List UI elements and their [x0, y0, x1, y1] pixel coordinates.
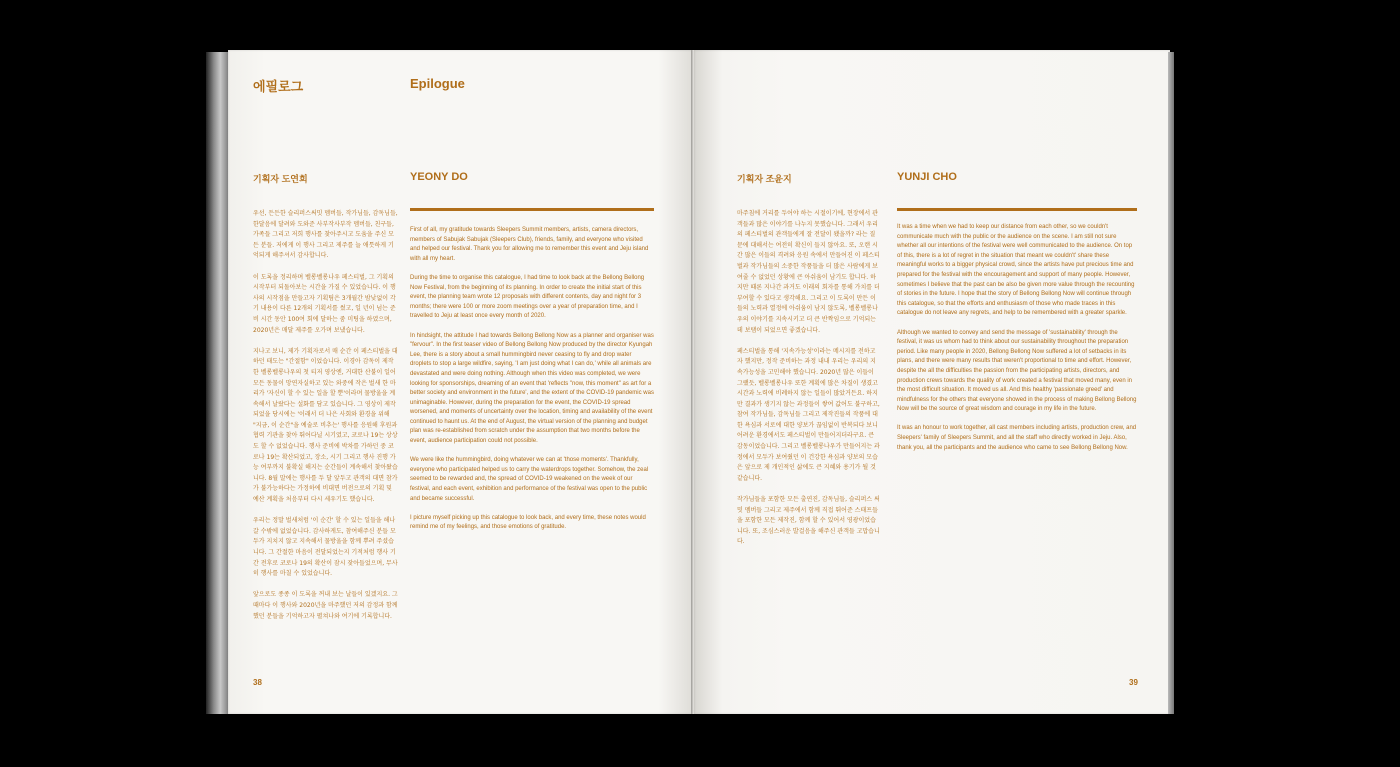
body-text-english	[897, 223, 1138, 463]
paragraph: 이 도록을 정리하며 벨롱벨롱나우 페스티벌, 그 기획의 시작부터 되돌아보는 시간을 가질 수 있었습니다. 이 행사의 시작점을 만들고자 기획팀은 3개월간 밤낮없이 각기 내용이 다른 12개의 기획서를 썼고, 일 년이 넘는 준비 시간 동안 100여 회에 달하는 줌 미팅을 하였으며, 2020년은 매달 제주를 오가며 보냈습니다.	[253, 273, 396, 334]
open-book	[206, 50, 1174, 717]
paragraph: 페스티벌을 통해 '지속가능성'이라는 메시지를 전하고자 했지만, 정작 준비하는 과정 내내 우리는 우리의 지속가능성을 고민해야 했습니다. 2020년 많은 이들이 그랬듯, 벨롱벨롱나우 또한 계획에 많은 차질이 생겼고 시간과 노력에 비례하지 않는 일들이 많았거든요. 하지만 결과가 생기지 않는 과정들이 쌓여 값어도 불구하고, 참여 작가님들, 감독님들 그리고 제작진들의 작품에 대한 욕심과 서로에 대한 양보가 끊임없이 반복되다 보니 어려운 환경에서도 페스티벌이 만들어지더라구요. 큰 감동이었습니다. 그리고 벨롱벨롱나우가 만들어지는 과정에서 모두가 보여줬던 이 건강한 욕심과 양보의 모습은 앞으로 제 개인적인 삶에도 큰 지혜와 용기가 될 것 같습니다.	[737, 347, 880, 482]
author-name-english: YUNJI CHO	[897, 171, 957, 183]
page-stack-edge	[1168, 52, 1174, 714]
paragraph: During the time to organise this catalogue, I had time to look back at the Bellong Bellong Now Festival, from the beginning of its planning. In order to create the initial start of this event, the planning team wrote 12 proposals with different contents, day and night for 3 months; there were 100 or more zoom meetings over a year of preparation time, and I travelled to Jeju at least once every month of 2020.	[410, 274, 645, 320]
paragraph: First of all, my gratitude towards Sleepers Summit members, artists, camera directors, members of Sabujak Sabujak (Sleepers Club), friends, family, and everyone who visited and helped our festival. Thank you for allowing me to remember this event and Jeju island with all my heart.	[410, 227, 649, 262]
page-number: 39	[1129, 678, 1138, 687]
left-page	[228, 50, 696, 714]
paragraph: I picture myself picking up this catalogue to look back, and every time, these notes would remind me of my feelings, and those emotions of gratitude.	[410, 514, 646, 531]
paragraph: 우선, 든든한 슬리퍼스써밋 멤버들, 작가님들, 감독님들, 한달음에 달려와 도와준 사부작사부작 멤버들, 친구들, 가족들 그리고 저희 행사를 찾아주시고 도움을 주신 모든 분들. 저에게 이 행사 그리고 제주를 늘 애틋하게 기억되게 해주셔서 감사합니다.	[253, 210, 398, 260]
accent-rule	[410, 208, 654, 211]
paragraph: 마주침에 거리를 두어야 하는 시절이기에, 현장에서 관객들과 많은 이야기를 나누지 못했습니다. 그래서 우리의 페스티벌의 관객들에게 잘 전달이 됐을까? 라는 질문에 대해서는 여전히 확신이 들지 않아요. 또, 오랜 시간 많은 이들의 격려와 응원 속에서 만들어진 이 페스티벌과 작가님들의 소중한 작품들을 더 많은 사람에게 보여줄 수 없었던 상황에 큰 아쉬움이 남기도 합니다. 하지만 때론 지나간 과거도 이래의 회자를 통해 가치를 더 부여할 수 있다고 생각해요. 그리고 이 도록이 만든 이들의 노력과 열정에 아쉬움이 남지 않도록, 벨롱벨롱나우의 이야기를 지속시키고 더 큰 반짝임으로 기억되는 데 보탬이 되었으면 좋겠습니다.	[737, 210, 880, 334]
paragraph: 우리는 정말 벌새처럼 '이 순간' 할 수 있는 일들을 해나갈 수밖에 없었습니다. 감사하게도, 참여해주신 분들 모두가 지치지 않고 지속해서 물방울을 함께 뿌려 주셨습니다. 그 간절한 마음이 전달되었는지 기적처럼 행사 기간 전후로 코로나 19의 확산이 잠시 잦아들었으며, 무사히 행사를 마칠 수 있었습니다.	[253, 517, 398, 578]
paragraph: It was a time when we had to keep our distance from each other, so we couldn't communicate much with the public or the audience on the scene. I am still not sure whether all our intentions of the festival were well communicated to the audience. On top of this, there is a lot of regret in the situation that meant we couldn't' share these meaningful works to a bigger physical crowd, since the artists have put precious time and prepared for the festival with the encouragement and support of many people. However, sometimes I believe that the past can be also be given more value through the recounting of stories in the future. I hope that the story of Bellong Bellong Now will continue through this catalogue, so that the efforts and enthusiasm of those who made traces in this catalogue do not leave any regrets, and help to be remembered with a greater sparkle.	[897, 224, 1135, 317]
paragraph: We were like the hummingbird, doing whatever we can at 'those moments'. Thankfully, everyone who participated helped us to carry the waterdrops together. Somehow, the zeal seemed to be rewarded and, the spread of COVID-19 weakened on the week of our festival, and each event, exhibition and performance of the festival was open to the public and became successful.	[410, 457, 649, 502]
page-number: 38	[253, 678, 262, 687]
body-text-korean	[253, 209, 398, 633]
author-name-english: YEONY DO	[410, 171, 468, 183]
right-page	[694, 50, 1170, 714]
accent-rule	[897, 208, 1137, 211]
paragraph: 작가님들을 포함한 모든 출연진, 감독님들, 슬리퍼스 써밋 멤버들 그리고 제주에서 함께 직접 뛰어준 스태프들을 포함한 모든 제작진, 함께 할 수 있어서 영광이었습니다. 또, 조심스러운 발걸음을 해주신 관객들 고맙습니다.	[737, 496, 880, 546]
paragraph: It was an honour to work together, all cast members including artists, production crew, and Sleepers' family of Sleepers Summit, and all the staff who directly worked in Jeju. Also, thank you, all the participants and the audience who came to see Bellong Bellong Now.	[897, 425, 1137, 451]
paragraph: 앞으로도 종종 이 도록을 꺼내 보는 날들이 있겠지요. 그때마다 이 행사와 2020년을 마주했던 저의 감정과 함께했던 분들을 기억하고자 펼쳐나와 여기에 기록합니다.	[253, 591, 398, 620]
section-title-english: Epilogue	[410, 76, 465, 91]
paragraph: 지나고 보니, 제가 기획자로서 매 순간 이 페스티벌을 대하던 태도는 "간절함" 이었습니다. 이경아 감독이 제작한 벨롱벨롱나우의 첫 티저 영상엔, 거대한 산불이 일어 모든 동물이 망연자실하고 있는 와중에 작은 벌새 한 마리가 '자신이 할 수 있는 일을 할 뿐'이라며 물방울을 계속해서 날랐다는 설화를 담고 있습니다. 그 영상이 제작되었을 당시에는 '이래서 더 나은 사회와 환경을 위해 "지금, 이 순간"을 예술로 비추는' 행사를 응원해 후원과 협력 기관을 찾아 뛰어다닐 시기였고, 코로나 19는 상상도 할 수 없었습니다. 행사 준비에 박차를 가하던 중 코로나 19는 확산되었고, 장소, 시기 그리고 행사 진행 가능 여부까지 불확실 해지는 순간들이 계속해서 찾아왔습니다. 8월 말에는 행사를 두 달 앞두고 관객의 대면 참가가 불가능하다는 가정하에 비대면 버전으로의 기획 및 예산 계획을 처음부터 다시 세우기도 했습니다.	[253, 347, 398, 504]
author-name-korean: 기획자 도연희	[253, 174, 308, 184]
section-title-korean: 에필로그	[253, 79, 304, 94]
paragraph: Although we wanted to convey and send the message of 'sustainability' through the festival, it was us whom had to think about our sustainability throughout the preparation period. Like many people in 2020, Bellong Bellong Now suffered a lot of setbacks in its plans, and there were many results that weren't proportional to time and effort. However, despite the all the difficulties the passion from the participating artists, directors, and production crews towards the quality of work created a festival that moved many, even in the most difficult situation. It moved us all. And this healthy 'passionate greed' and mindfulness for the others that everyone showed in the process of making Bellong Bellong Now will be the source of great wisdom and courage in my life in the future.	[897, 329, 1137, 413]
body-text-english	[410, 226, 654, 543]
author-name-korean: 기획자 조윤지	[737, 174, 792, 184]
paragraph: In hindsight, the attitude I had towards Bellong Bellong Now as a planner and organiser was "fervour". In the first teaser video of Bellong Bellong Now produced by the director Kyungah Lee, there is a story about a small hummingbird never ceasing to fly and drop water droplets to stop a large wildfire, saying, 'I am just doing what I can do,' while all animals are devastated and were doing nothing. Although when this video was completed, we were looking for sponsorships, dreaming of an event that 'reflects "now, this moment" as art for a better society and environment in the future', and the extent of the COVID-19 pandemic was unimaginable. However, during the preparation for the event, the COVID-19 spread worsened, and moments of uncertainty over the location, timing and availability of the event continued to haunt us. At the end of August, the virtual version of the planning and budget plan was re-established from scratch under the assumption that two months before the event, audience participation could not possible.	[410, 332, 654, 445]
body-text-korean	[737, 209, 880, 559]
